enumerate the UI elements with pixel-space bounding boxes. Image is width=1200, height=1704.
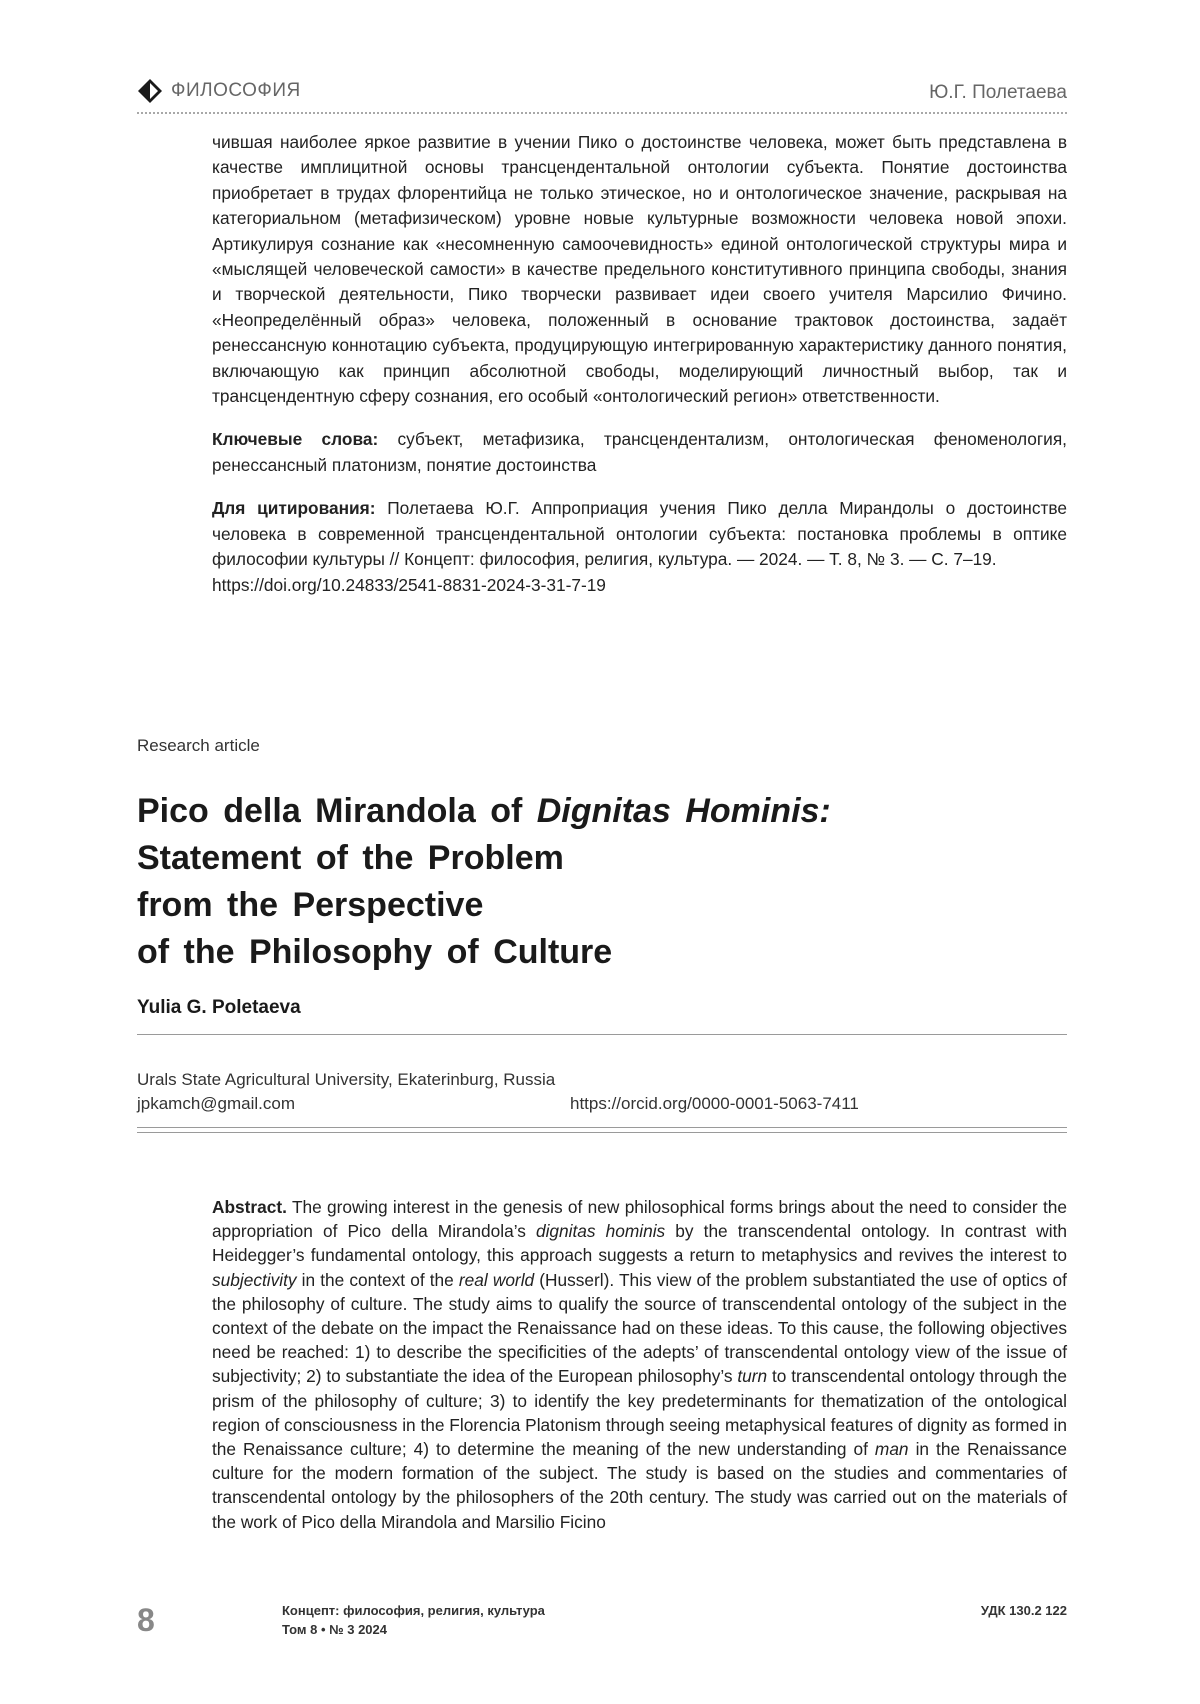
russian-abstract-block	[212, 130, 1067, 598]
title-line-2: Statement of the Problem	[137, 839, 564, 877]
author-name: Yulia G. Poletaeva	[137, 997, 301, 1018]
english-abstract	[212, 1195, 1067, 1534]
abstract-segment: in the context of the	[301, 1269, 454, 1290]
keywords-label: Ключевые слова:	[212, 429, 379, 450]
footer-journal-name: Концепт: философия, религия, культура	[282, 1603, 545, 1618]
section-label: ФИЛОСОФИЯ	[171, 80, 301, 101]
russian-keywords	[212, 427, 1067, 478]
abstract-segment: to transcendental ontology through the prism of the philosophy of culture; 3) to identify the key predeterminants for thematization of the ontological region of consciousness in the Florencia Platonism through seeing metaphysical features of dignity as formed in the Renaissance culture; 4) to determine the meaning of the new understanding of	[212, 1366, 1067, 1460]
footer-issue: Том 8 • № 3 2024	[282, 1622, 387, 1637]
running-header	[137, 72, 1067, 114]
abstract-segment: in the Renaissance culture for the modern formation of the subject. The study is based on the studies and commentaries of transcendental ontology by the philosophers of the 20th century. The study was carried out on the materials of the work of Pico della Mirandola and Marsilio Ficino	[212, 1439, 1068, 1532]
keywords-text: субъект, метафизика, трансцендентализм, онтологическая феноменология, ренессансный платонизм, понятие достоинства	[212, 429, 1067, 475]
abstract-segment: by the transcendental ontology. In contrast with Heidegger’s fundamental ontology, this approach suggests a return to metaphysics and revives the interest to	[212, 1221, 1067, 1266]
abstract-text	[212, 1195, 1067, 1534]
russian-abstract-text: чившая наиболее яркое развитие в учении Пико о достоинстве человека, может быть представлена в качестве имплицитной основы трансцендентальной онтологии субъекта. Понятие достоинства приобретает в трудах флорентийца не только этическое, но и онтологическое значение, раскрывая на категориальном (метафизическом) уровне новые культурные возможности человека новой эпохи. Артикулируя сознание как «несомненную самоочевидность» единой онтологической структуры мира и «мыслящей человеческой самости» в качестве предельного конститутивного принципа свободы, знания и творческой деятельности, Пико творчески развивает идеи своего учителя Марсилио Фичино. «Неопределённый образ» человека, положенный в основание трактовок достоинства, задаёт ренессансную коннотацию субъекта, продуцирующую интегрированную характеристику данного понятия, включающую как принцип абсолютной свободы, моделирующий личностный выбор, так и трансцендентную сферу сознания, его особый «онтологический регион» ответственности.	[212, 132, 1067, 407]
abstract-italic: real world	[458, 1269, 535, 1290]
abstract-italic: dignitas hominis	[535, 1221, 666, 1242]
section-heading	[137, 78, 301, 104]
footer-udc: УДК 130.2 122	[980, 1603, 1067, 1618]
abstract-label: Abstract.	[212, 1197, 287, 1217]
orcid-link[interactable]: https://orcid.org/0000-0001-5063-7411	[570, 1094, 859, 1113]
title-line-1-italic: Dignitas Hominis:	[536, 792, 831, 830]
title-line-3: from the Perspective	[137, 886, 484, 924]
divider	[137, 1132, 1067, 1133]
page-number: 8	[137, 1602, 155, 1638]
running-author: Ю.Г. Полетаева	[929, 82, 1067, 103]
divider	[137, 1034, 1067, 1035]
article-title	[137, 788, 1067, 976]
title-line-4: of the Philosophy of Culture	[137, 933, 613, 971]
abstract-italic: man	[874, 1439, 909, 1460]
title-line-1	[137, 788, 1067, 835]
diamond-logo-icon	[137, 78, 163, 104]
citation-text: Полетаева Ю.Г. Аппроприация учения Пико делла Мирандолы о достоинстве человека в современной трансцендентальной онтологии субъекта: постановка проблемы в оптике философии культуры // Концепт: философия, религия, культура. — 2024. — Т. 8, № 3. — С. 7–19.	[212, 498, 1067, 570]
abstract-segment: The growing interest in the genesis of new philosophical forms brings about the need to consider the appropriation of Pico della Mirandola’s	[212, 1197, 1067, 1242]
divider	[137, 1127, 1067, 1128]
abstract-italic: subjectivity	[212, 1269, 297, 1290]
article-type: Research article	[137, 736, 260, 755]
citation-doi-link[interactable]: https://doi.org/10.24833/2541-8831-2024-3-31-7-19	[212, 574, 606, 595]
title-line-1-text: Pico della Mirandola of	[137, 792, 523, 830]
affiliation: Urals State Agricultural University, Ekaterinburg, Russia	[137, 1070, 556, 1089]
abstract-segment: (Husserl). This view of the problem substantiated the use of optics of the philosophy of culture. The study aims to qualify the source of transcendental ontology of the subject in the context of the debate on the impact the Renaissance had on these ideas. To this cause, the following objectives need be reached: 1) to describe the specificities of the adepts’ of transcendental ontology view of the issue of subjectivity; 2) to substantiate the idea of the European philosophy’s	[212, 1269, 1067, 1387]
author-email-link[interactable]: jpkamch@gmail.com	[137, 1094, 296, 1113]
citation-label: Для цитирования:	[212, 498, 376, 519]
abstract-italic: turn	[737, 1366, 768, 1387]
russian-citation	[212, 496, 1067, 598]
